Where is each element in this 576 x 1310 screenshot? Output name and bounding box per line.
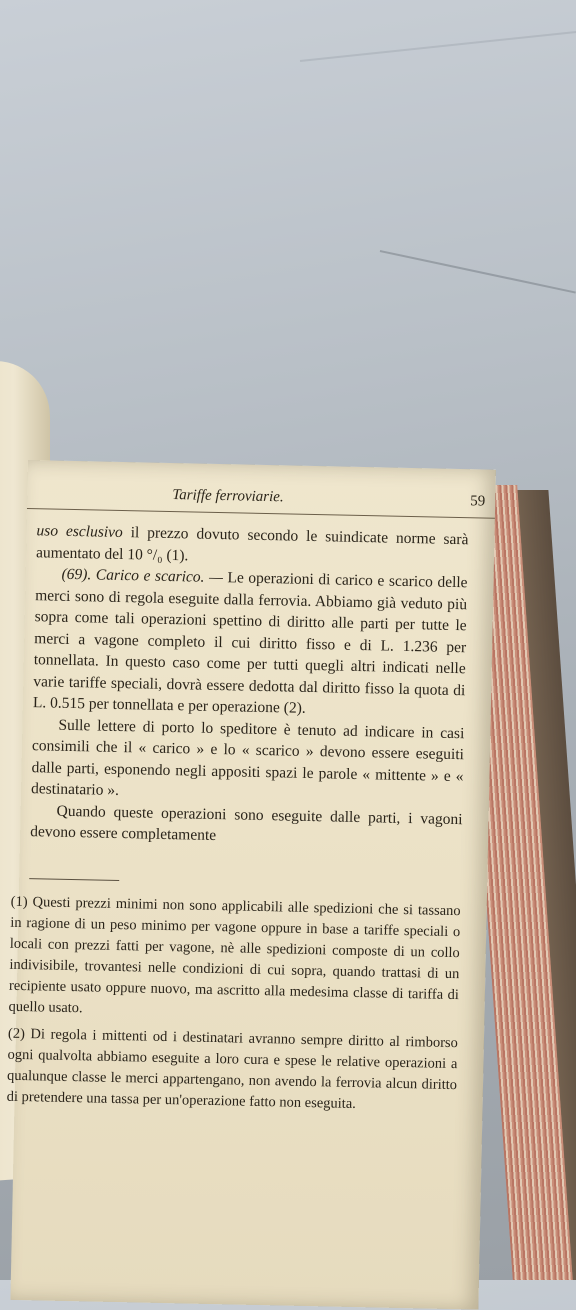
table-crack [300,31,576,62]
paragraph [33,563,468,723]
page-number: 59 [470,493,486,510]
paragraph: Sulle lettere di porto lo speditore è tenuto ad indicare in casi consimili che il « carico » e lo « scarico » devono essere eseguiti dalle parti, esponendo negli appositi spazi le parole « mittente » e « destinatario ». [30,716,465,799]
paragraph-text: il prezzo dovuto secondo le suindicate norme sarà aumentato del 10 °/₀ (1). [35,524,469,564]
footnote: (1) Questi prezzi minimi non sono applicabili alle spedizioni che si tassano in ragione di un peso minimo per vagone oppure in base a tariffe speciali o locali con prezzi fatti per vagone, nè alle spedizioni composte di un collo indivisibile, trovantesi nelle condizioni di cui sopra, quando trattasi di un recipiente usato oppure nuovo, ma ascritto alla medesima classe di tariffa di quello usato. [8,893,461,1017]
table-crack [380,250,576,294]
footnotes [6,892,461,1123]
running-title: Tariffe ferroviarie. [172,487,284,506]
page-header [27,484,495,519]
section-heading: (69). Carico e scarico. — [61,565,224,587]
paragraph-text: Le operazioni di carico e scarico delle merci sono di regola eseguite dalla ferrovia. Abbiamo già veduto più sopra come tali operazioni spettino di diritto alle parti per tutte le merci a vagone completo il cui diritto fisso e di L. 1.236 per tonnellata. In questo caso come per tutti quegli altri indicati nelle varie tariffe speciali, dovrà essere dedotta dal diritto fisso la quota di L. 0.515 per tonnellata e per operazione (2). [32,569,468,717]
body-text [30,520,469,851]
footnote-rule [29,878,119,881]
paragraph: Quando queste operazioni sono eseguite dalle parti, i vagoni devono essere completamente [30,802,463,845]
book-page [6,460,495,1310]
footnote: (2) Di regola i mittenti od i destinatari avranno sempre diritto al rimborso ogni qualvolta abbiamo eseguite a loro cura e spese le relative operazioni a qualunque classe le merci appartengano, non avendo la ferrovia alcun diritto di pretendere una tassa per un'operazione fatto non eseguita. [6,1025,459,1113]
italic-phrase: uso esclusivo [36,522,123,541]
